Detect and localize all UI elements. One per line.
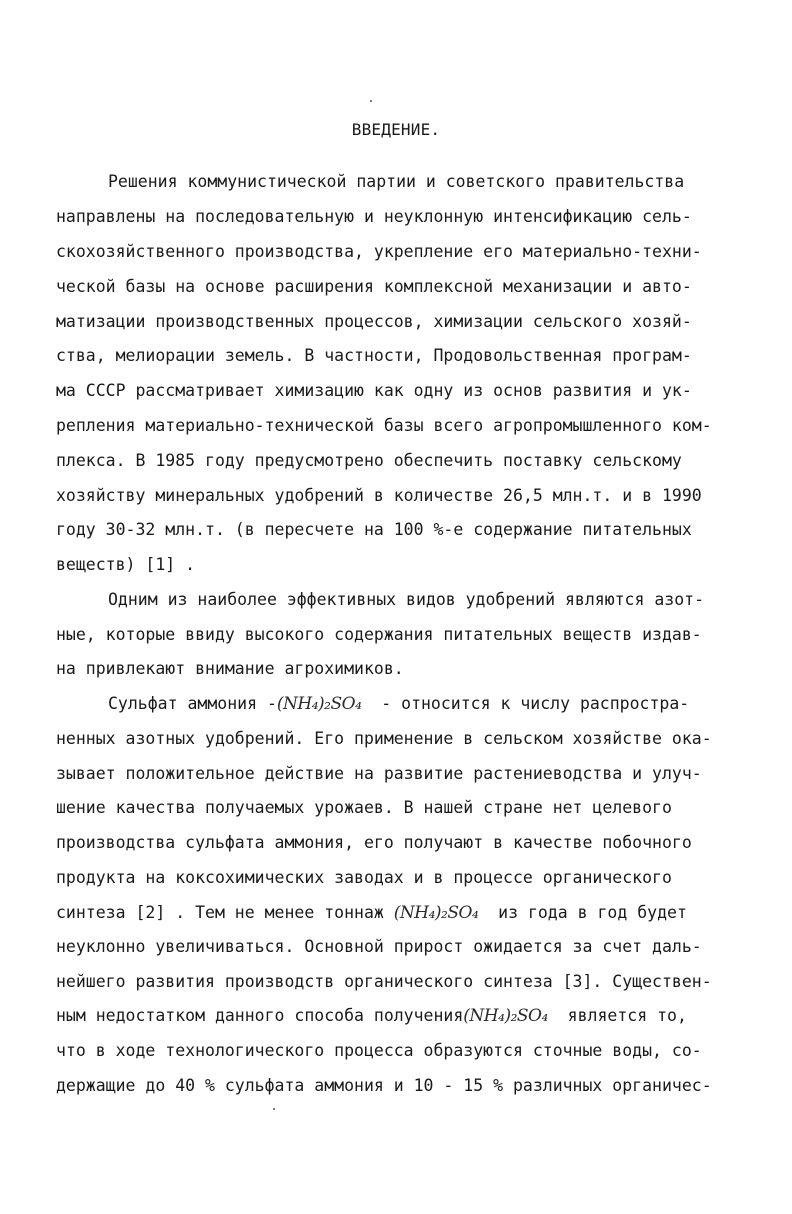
text-line: веществ) [1] . (56, 555, 196, 574)
text-fragment: синтеза [2] . Тем не менее тоннаж (56, 903, 384, 922)
text-line: что в ходе технологического процесса образуются сточные воды, со- (56, 1041, 702, 1060)
chemical-formula: (NH₄)₂SO₄ (393, 903, 479, 923)
scan-speck (370, 100, 372, 102)
text-line: на привлекают внимание агрохимиков. (56, 659, 404, 678)
text-line: неуклонно увеличиваться. Основной прирост ожидается за счет даль- (56, 937, 702, 956)
text-line: матизации производственных процессов, химизации сельского хозяй- (56, 312, 692, 331)
text-line: Решения коммунистической партии и советского правительства (108, 172, 685, 191)
text-line: ненных азотных удобрений. Его применение в сельском хозяйстве ока- (56, 729, 712, 748)
text-line: продукта на коксохимических заводах и в процессе органического (56, 868, 672, 887)
text-line: скохозяйственного производства, укрепление его материально-техни- (56, 242, 702, 261)
text-line: плекса. В 1985 году предусмотрено обеспечить поставку сельскому (56, 451, 682, 470)
text-line: производства сульфата аммония, его получают в качестве побочного (56, 833, 692, 852)
text-fragment: Сульфат аммония - (108, 694, 277, 713)
text-line (56, 903, 687, 923)
text-line: шение качества получаемых урожаев. В нашей стране нет целевого (56, 798, 672, 817)
text-line: Одним из наиболее эффективных видов удобрений являются азот- (108, 590, 705, 609)
text-line: держащие до 40 % сульфата аммония и 10 - 15 % различных органичес- (56, 1076, 712, 1095)
text-line: ства, мелиорации земель. В частности, Продовольственная програм- (56, 346, 692, 365)
text-line: репления материально-технической базы всего агропромышленного ком- (56, 416, 712, 435)
chemical-formula: (NH₄)₂SO₄ (276, 694, 362, 714)
text-line (56, 1006, 687, 1026)
text-line: хозяйству минеральных удобрений в количестве 26,5 млн.т. и в 1990 (56, 486, 702, 505)
text-line: году 30-32 млн.т. (в пересчете на 100 %-е содержание питательных (56, 520, 692, 539)
text-fragment: ным недостатком данного способа получения (56, 1006, 464, 1025)
scan-speck (273, 1108, 275, 1110)
text-fragment: из года в год будет (498, 903, 687, 922)
text-fragment: - относится к числу распростра- (381, 694, 690, 713)
chemical-formula: (NH₄)₂SO₄ (463, 1006, 548, 1026)
text-line: ные, которые ввиду высокого содержания питательных веществ издав- (56, 625, 702, 644)
text-line (108, 694, 689, 714)
text-line: ческой базы на основе расширения комплексной механизации и авто- (56, 277, 692, 296)
text-fragment: является то, (567, 1006, 687, 1025)
text-line: ма СССР рассматривает химизацию как одну из основ развития и ук- (56, 381, 692, 400)
text-line: направлены на последовательную и неуклонную интенсификацию сель- (56, 207, 692, 226)
text-line: зывает положительное действие на развитие растениеводства и улуч- (56, 764, 702, 783)
section-title: ВВЕДЕНИЕ. (351, 120, 441, 139)
text-line: нейшего развития производств органического синтеза [3]. Существен- (56, 972, 712, 991)
